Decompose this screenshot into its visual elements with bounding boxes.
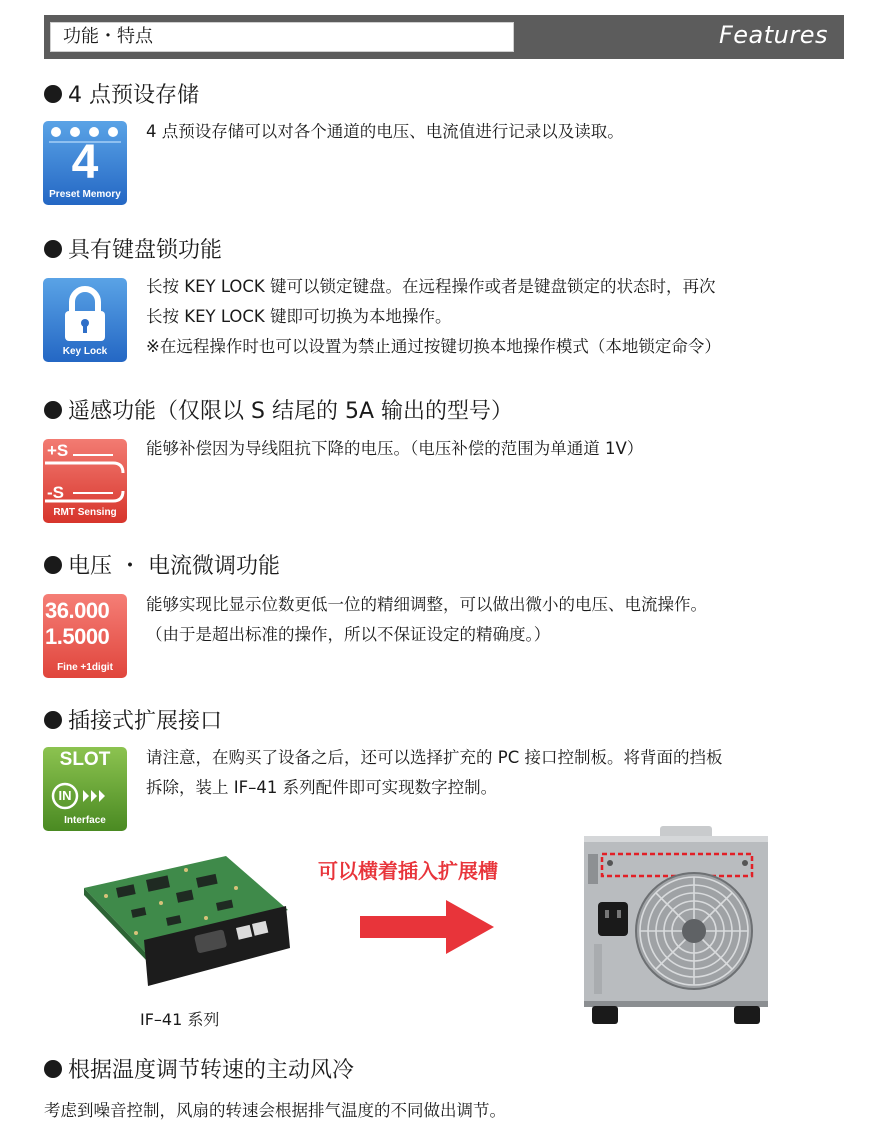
fine-value-current: 1.5000	[45, 624, 110, 649]
slot-interface-caption: Interface	[64, 815, 106, 826]
bullet-icon	[44, 1060, 62, 1078]
section-title-active-cooling: 根据温度调节转速的主动风冷	[44, 1053, 354, 1084]
slot-label: SLOT	[59, 749, 111, 770]
fine-adjust-desc	[146, 590, 856, 650]
bullet-icon	[44, 556, 62, 574]
key-lock-desc	[146, 272, 856, 362]
key-lock-icon	[43, 278, 127, 362]
key-lock-caption: Key Lock	[62, 346, 108, 357]
preset-memory-desc	[146, 117, 856, 147]
in-label: IN	[58, 788, 72, 803]
arrow-label: 可以横着插入扩展槽	[318, 859, 498, 883]
fine-adjust-caption: Fine +1digit	[57, 662, 113, 673]
bullet-icon	[44, 85, 62, 103]
bullet-icon	[44, 711, 62, 729]
header-title-en: Features	[718, 21, 828, 49]
slot-interface-desc	[146, 743, 856, 803]
interface-card-image	[76, 848, 296, 993]
remote-sensing-caption: RMT Sensing	[53, 507, 117, 518]
desc-line: 拆除，装上 IF–41 系列配件即可实现数字控制。	[146, 778, 498, 797]
remote-sensing-desc	[146, 434, 856, 464]
preset-memory-caption: Preset Memory	[49, 189, 121, 200]
section-title-fine-adjust: 电压 ・ 电流微调功能	[44, 549, 280, 580]
sense-plus-label: +S	[47, 441, 69, 460]
rear-panel-image	[580, 826, 772, 1026]
preset-memory-icon	[43, 121, 127, 205]
desc-line: （由于是超出标准的操作，所以不保证设定的精确度。）	[146, 625, 551, 644]
card-caption: IF–41 系列	[140, 1010, 220, 1029]
desc-line: 4 点预设存储可以对各个通道的电压、电流值进行记录以及读取。	[146, 122, 624, 141]
section-title-remote-sensing: 遥感功能（仅限以 S 结尾的 5A 输出的型号）	[44, 394, 513, 425]
desc-line: 长按 KEY LOCK 键即可切换为本地操作。	[146, 307, 452, 326]
desc-line: 请注意，在购买了设备之后，还可以选择扩充的 PC 接口控制板。将背面的挡板	[146, 748, 723, 767]
desc-line: 能够实现比显示位数更低一位的精细调整，可以做出微小的电压、电流操作。	[146, 595, 707, 614]
sense-minus-label: -S	[47, 483, 64, 502]
fine-adjust-icon	[43, 594, 127, 678]
section-title-key-lock: 具有键盘锁功能	[44, 233, 222, 264]
fine-value-voltage: 36.000	[45, 598, 110, 623]
bullet-icon	[44, 240, 62, 258]
bullet-icon	[44, 401, 62, 419]
right-arrow-icon	[360, 898, 495, 958]
section-title-preset-memory: 4 点预设存储	[44, 78, 199, 109]
desc-line: 长按 KEY LOCK 键可以锁定键盘。在远程操作或者是键盘锁定的状态时，再次	[146, 277, 716, 296]
desc-line: 能够补偿因为导线阻抗下降的电压。（电压补偿的范围为单通道 1V）	[146, 439, 644, 458]
section-title-slot-interface: 插接式扩展接口	[44, 704, 222, 735]
preset-memory-number: 4	[71, 136, 99, 189]
active-cooling-desc: 考虑到噪音控制，风扇的转速会根据排气温度的不同做出调节。	[44, 1101, 506, 1120]
remote-sensing-icon	[43, 439, 127, 523]
desc-line: ※在远程操作时也可以设置为禁止通过按键切换本地操作模式（本地锁定命令）	[146, 337, 721, 356]
section-header	[44, 15, 844, 59]
header-title-cn: 功能・特点	[50, 22, 514, 52]
slot-interface-icon	[43, 747, 127, 831]
